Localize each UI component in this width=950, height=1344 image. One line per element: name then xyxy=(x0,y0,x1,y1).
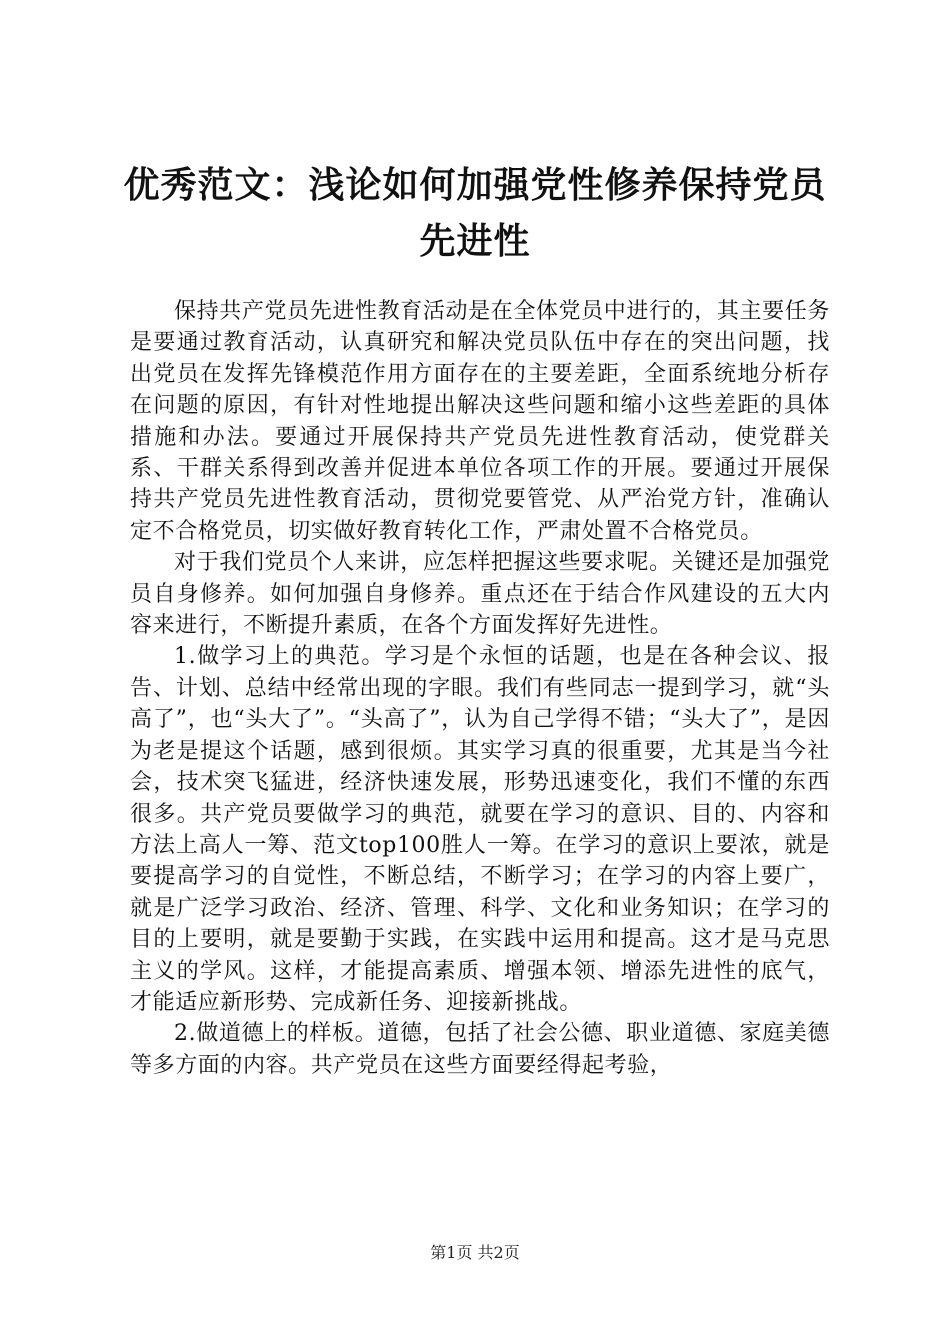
paragraph-1: 保持共产党员先进性教育活动是在全体党员中进行的，其主要任务是要通过教育活动，认真研究和解决党员队伍中存在的突出问题，找出党员在发挥先锋模范作用方面存在的主要差距，全面系统地分析存在问题的原因，有针对性地提出解决这些问题和缩小这些差距的具体措施和办法。要通过开展保持共产党员先进性教育活动，使党群关系、干群关系得到改善并促进本单位各项工作的开展。要通过开展保持共产党员先进性教育活动，贯彻党要管党、从严治党方针，准确认定不合格党员，切实做好教育转化工作，严肃处置不合格党员。 xyxy=(130,299,830,544)
document-title: 优秀范文：浅论如何加强党性修养保持党员先进性 xyxy=(123,165,827,262)
paragraph-4: 2.做道德上的样板。道德，包括了社会公德、职业道德、家庭美德等多方面的内容。共产党员在这些方面要经得起考验， xyxy=(130,1021,830,1078)
paragraph-2: 对于我们党员个人来讲，应怎样把握这些要求呢。关键还是加强党员自身修养。如何加强自身修养。重点还在于结合作风建设的五大内容来进行，不断提升素质，在各个方面发挥好先进性。 xyxy=(130,550,830,639)
document-body xyxy=(130,296,830,1081)
page-footer: 第1页 共2页 xyxy=(430,1243,520,1262)
paragraph-3: 1.做学习上的典范。学习是个永恒的话题，也是在各种会议、报告、计划、总结中经常出现的字眼。我们有些同志一提到学习，就“头高了”，也“头大了”。“头高了”，认为自己学得不错；“头大了”，是因为老是提这个话题，感到很烦。其实学习真的很重要，尤其是当今社会，技术突飞猛进，经济快速发展，形势迅速变化，我们不懂的东西很多。共产党员要做学习的典范，就要在学习的意识、目的、内容和方法上高人一筹、范文top100胜人一筹。在学习的意识上要浓，就是要提高学习的自觉性，不断总结，不断学习；在学习的内容上要广，就是广泛学习政治、经济、管理、科学、文化和业务知识；在学习的目的上要明，就是要勤于实践，在实践中运用和提高。这才是马克思主义的学风。这样，才能提高素质、增强本领、增添先进性的底气，才能适应新形势、完成新任务、迎接新挑战。 xyxy=(130,644,830,1015)
